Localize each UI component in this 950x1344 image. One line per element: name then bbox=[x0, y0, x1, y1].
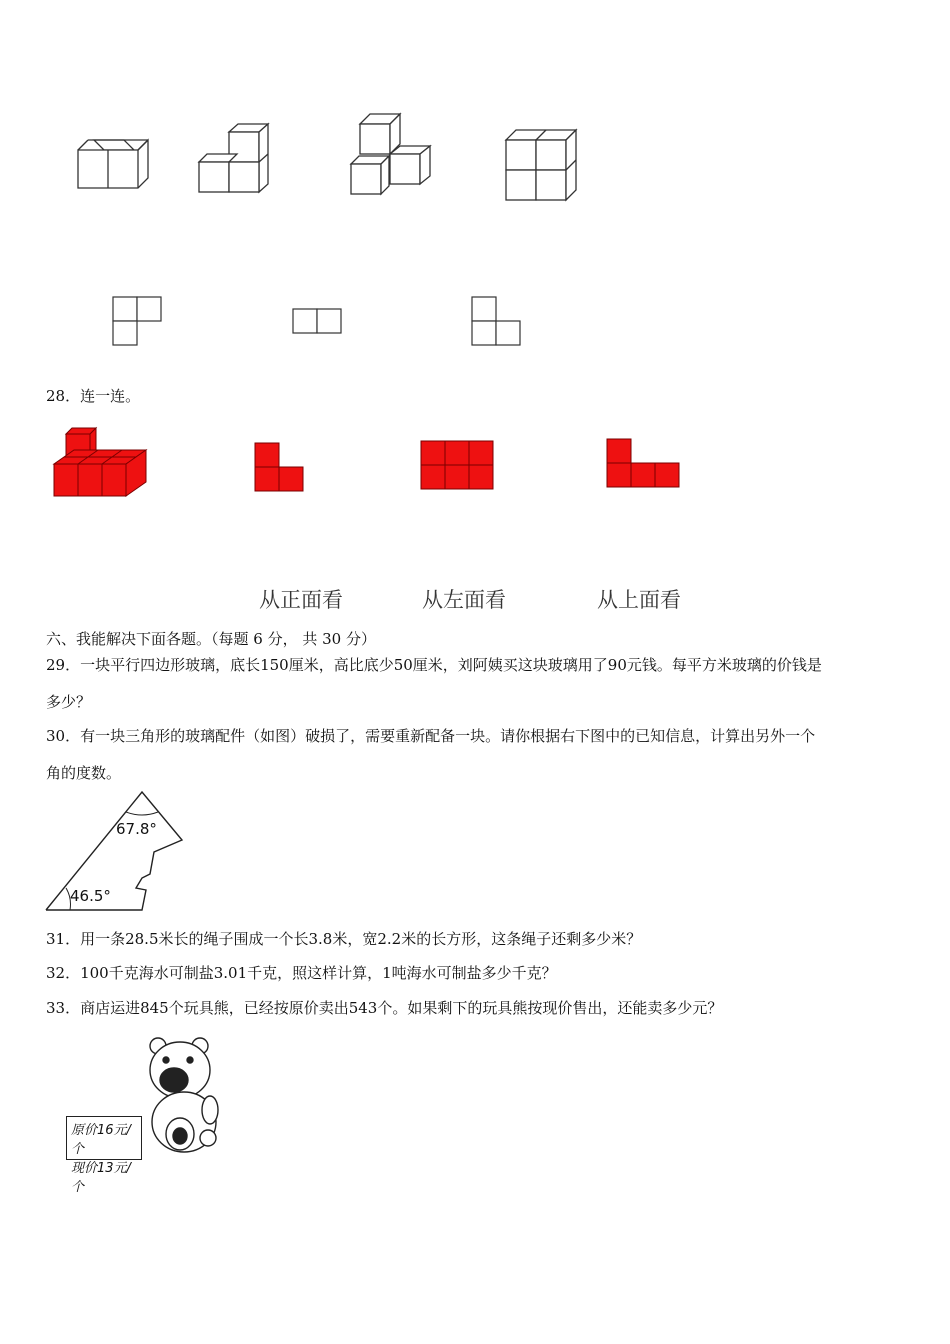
angle-top-label: 67.8° bbox=[116, 820, 157, 838]
cube-figure-1 bbox=[76, 138, 152, 192]
view-label-front: 从正面看 bbox=[259, 588, 343, 612]
q30-line1: 30．有一块三角形的玻璃配件（如图）破损了，需要重新配备一块。请你根据右下图中的已知信息，计算出另外一个 bbox=[46, 727, 816, 745]
view-label-left: 从左面看 bbox=[422, 588, 506, 612]
section6-title: 六、我能解决下面各题。（每题 6 分， 共 30 分） bbox=[46, 630, 376, 648]
toy-bear-illustration bbox=[140, 1034, 220, 1158]
view-shape-l-bottom-right bbox=[471, 296, 523, 348]
cube-figure-3 bbox=[348, 112, 434, 200]
red-view-l-shape bbox=[254, 442, 306, 494]
broken-triangle-figure bbox=[44, 788, 188, 916]
red-cube-stack bbox=[54, 428, 150, 500]
q29-line1: 29．一块平行四边形玻璃，底长150厘米，高比底少50厘米，刘阿姨买这块玻璃用了90元钱。每平方米玻璃的价钱是 bbox=[46, 656, 822, 674]
q29-line2: 多少？ bbox=[46, 693, 92, 711]
q28-title: 28．连一连。 bbox=[46, 387, 141, 405]
view-label-top: 从上面看 bbox=[597, 588, 681, 612]
red-view-grid bbox=[420, 440, 496, 492]
view-shape-l-top-right bbox=[112, 296, 164, 348]
current-price: 现价13元/个 bbox=[71, 1161, 131, 1195]
q33-text: 33．商店运进845个玩具熊，已经按原价卖出543个。如果剩下的玩具熊按现价售出，还能卖多少元？ bbox=[46, 999, 723, 1017]
red-view-long-l bbox=[606, 438, 682, 490]
price-sign bbox=[66, 1116, 142, 1195]
cube-figure-2 bbox=[196, 120, 272, 196]
angle-bottom-label: 46.5° bbox=[70, 887, 111, 905]
q30-line2: 角的度数。 bbox=[46, 764, 122, 782]
view-shape-two-squares bbox=[292, 308, 344, 336]
original-price: 原价16元/个 bbox=[71, 1123, 131, 1157]
q31-text: 31．用一条28.5米长的绳子围成一个长3.8米，宽2.2米的长方形，这条绳子还剩多少米？ bbox=[46, 930, 642, 948]
cube-figure-4 bbox=[504, 128, 580, 206]
q32-text: 32．100千克海水可制盐3.01千克，照这样计算，1吨海水可制盐多少千克？ bbox=[46, 964, 557, 982]
